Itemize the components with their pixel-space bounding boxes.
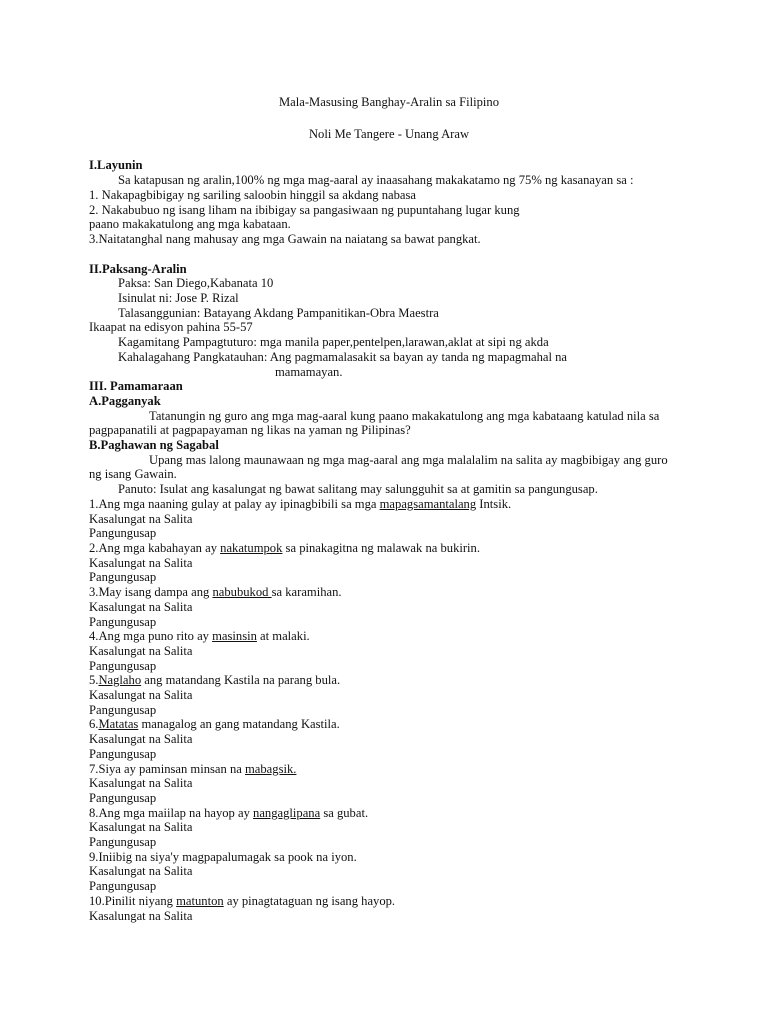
pangungusap-label: Pangungusap <box>89 526 157 541</box>
kasalungat-label: Kasalungat na Salita <box>89 776 193 791</box>
exercise-item: 10.Pinilit niyang matunton ay pinagtataguan ng isang hayop. <box>89 893 396 908</box>
layunin-intro: Sa katapusan ng aralin,100% ng mga mag-aaral ay inaasahang makakatamo ng 75% ng kasanayan sa : <box>118 173 634 188</box>
kasalungat-label: Kasalungat na Salita <box>89 555 193 570</box>
underlined-word: Naglaho <box>98 673 142 688</box>
pamamaraan-heading: III. Pamamaraan <box>89 379 183 394</box>
pangungusap-label: Pangungusap <box>89 658 157 673</box>
layunin-item-2: 2. Nakabubuo ng isang liham na ibibigay sa pangasiwaan ng pupuntahang lugar kung <box>89 202 520 217</box>
exercise-item: 1.Ang mga naaning gulay at palay ay ipinagbibili sa mga mapagsamantalang Intsik. <box>89 496 512 511</box>
exercise-item: 2.Ang mga kabahayan ay nakatumpok sa pinakagitna ng malawak na bukirin. <box>89 540 481 555</box>
paghawan-text-cont: ng isang Gawain. <box>89 467 177 482</box>
kahalagahan-line: Kahalagahang Pangkatauhan: Ang pagmamalasakit sa bayan ay tanda ng mapagmahal na <box>118 349 568 364</box>
kagamitan-line: Kagamitang Pampagtuturo: mga manila paper,pentelpen,larawan,aklat at sipi ng akda <box>118 335 549 350</box>
exercise-item: 5.Naglaho ang matandang Kastila na parang bula. <box>89 673 341 688</box>
underlined-word: mabagsik. <box>245 761 297 776</box>
exercise-item: 7.Siya ay paminsan minsan na mabagsik. <box>89 761 297 776</box>
kasalungat-label: Kasalungat na Salita <box>89 688 193 703</box>
underlined-word: nakatumpok <box>220 540 283 555</box>
layunin-heading: I.Layunin <box>89 158 143 173</box>
paghawan-heading: B.Paghawan ng Sagabal <box>89 438 219 453</box>
pangungusap-label: Pangungusap <box>89 790 157 805</box>
exercise-item: 3.May isang dampa ang nabubukod sa karamihan. <box>89 585 342 600</box>
exercise-list <box>89 497 689 923</box>
underlined-word: matunton <box>176 893 224 908</box>
pangungusap-label: Pangungusap <box>89 835 157 850</box>
pagganyak-text-cont: pagpapanatili at pagpapayaman ng likas na yaman ng Pilipinas? <box>89 423 411 438</box>
kasalungat-label: Kasalungat na Salita <box>89 732 193 747</box>
document-title: Mala-Masusing Banghay-Aralin sa Filipino <box>278 95 499 109</box>
kasalungat-label: Kasalungat na Salita <box>89 599 193 614</box>
document-subtitle: Noli Me Tangere - Unang Araw <box>308 126 470 141</box>
edisyon-line: Ikaapat na edisyon pahina 55-57 <box>89 320 253 335</box>
pangungusap-label: Pangungusap <box>89 702 157 717</box>
talasanggunian-line: Talasanggunian: Batayang Akdang Pampanitikan-Obra Maestra <box>118 305 439 320</box>
pagganyak-heading: A.Pagganyak <box>89 393 161 408</box>
exercise-item: 4.Ang mga puno rito ay masinsin at malaki. <box>89 629 310 644</box>
paghawan-text: Upang mas lalong maunawaan ng mga mag-aaral ang mga malalalim na salita ay magbibigay ang guro <box>149 452 668 467</box>
pangungusap-label: Pangungusap <box>89 570 157 585</box>
kasalungat-label: Kasalungat na Salita <box>89 511 193 526</box>
pangungusap-label: Pangungusap <box>89 746 157 761</box>
exercise-item: 9.Iniibig na siya'y magpapalumagak sa pook na iyon. <box>89 849 357 864</box>
layunin-item-1: 1. Nakapagbibigay ng sariling saloobin hinggil sa akdang nabasa <box>89 187 417 202</box>
paksang-aralin-heading: II.Paksang-Aralin <box>89 261 187 276</box>
layunin-item-3: 3.Naitatanghal nang mahusay ang mga Gawain na naiatang sa bawat pangkat. <box>89 231 481 246</box>
pagganyak-text: Tatanungin ng guro ang mga mag-aaral kung paano makakatulong ang mga kabataang katulad nila sa <box>149 408 660 423</box>
pangungusap-label: Pangungusap <box>89 879 157 894</box>
exercise-item: 8.Ang mga maiilap na hayop ay nangaglipana sa gubat. <box>89 805 369 820</box>
underlined-word: nangaglipana <box>253 805 321 820</box>
underlined-word: Matatas <box>98 717 139 732</box>
kasalungat-label: Kasalungat na Salita <box>89 820 193 835</box>
exercise-item: 6.Matatas managalog an gang matandang Kastila. <box>89 717 340 732</box>
kasalungat-label: Kasalungat na Salita <box>89 643 193 658</box>
underlined-word: masinsin <box>212 629 257 644</box>
paksa-line: Paksa: San Diego,Kabanata 10 <box>118 276 274 291</box>
underlined-word: mapagsamantalang <box>379 496 477 511</box>
isinulat-line: Isinulat ni: Jose P. Rizal <box>118 291 239 306</box>
panuto-line: Panuto: Isulat ang kasalungat ng bawat salitang may salungguhit sa at gamitin sa pangungusap. <box>118 482 598 497</box>
underlined-word: nabubukod <box>212 585 272 600</box>
document-page <box>89 92 689 923</box>
layunin-item-2-cont: paano makakatulong ang mga kabataan. <box>89 217 291 232</box>
kasalungat-label: Kasalungat na Salita <box>89 908 193 923</box>
pangungusap-label: Pangungusap <box>89 614 157 629</box>
kahalagahan-cont: mamamayan. <box>275 364 343 379</box>
kasalungat-label: Kasalungat na Salita <box>89 864 193 879</box>
